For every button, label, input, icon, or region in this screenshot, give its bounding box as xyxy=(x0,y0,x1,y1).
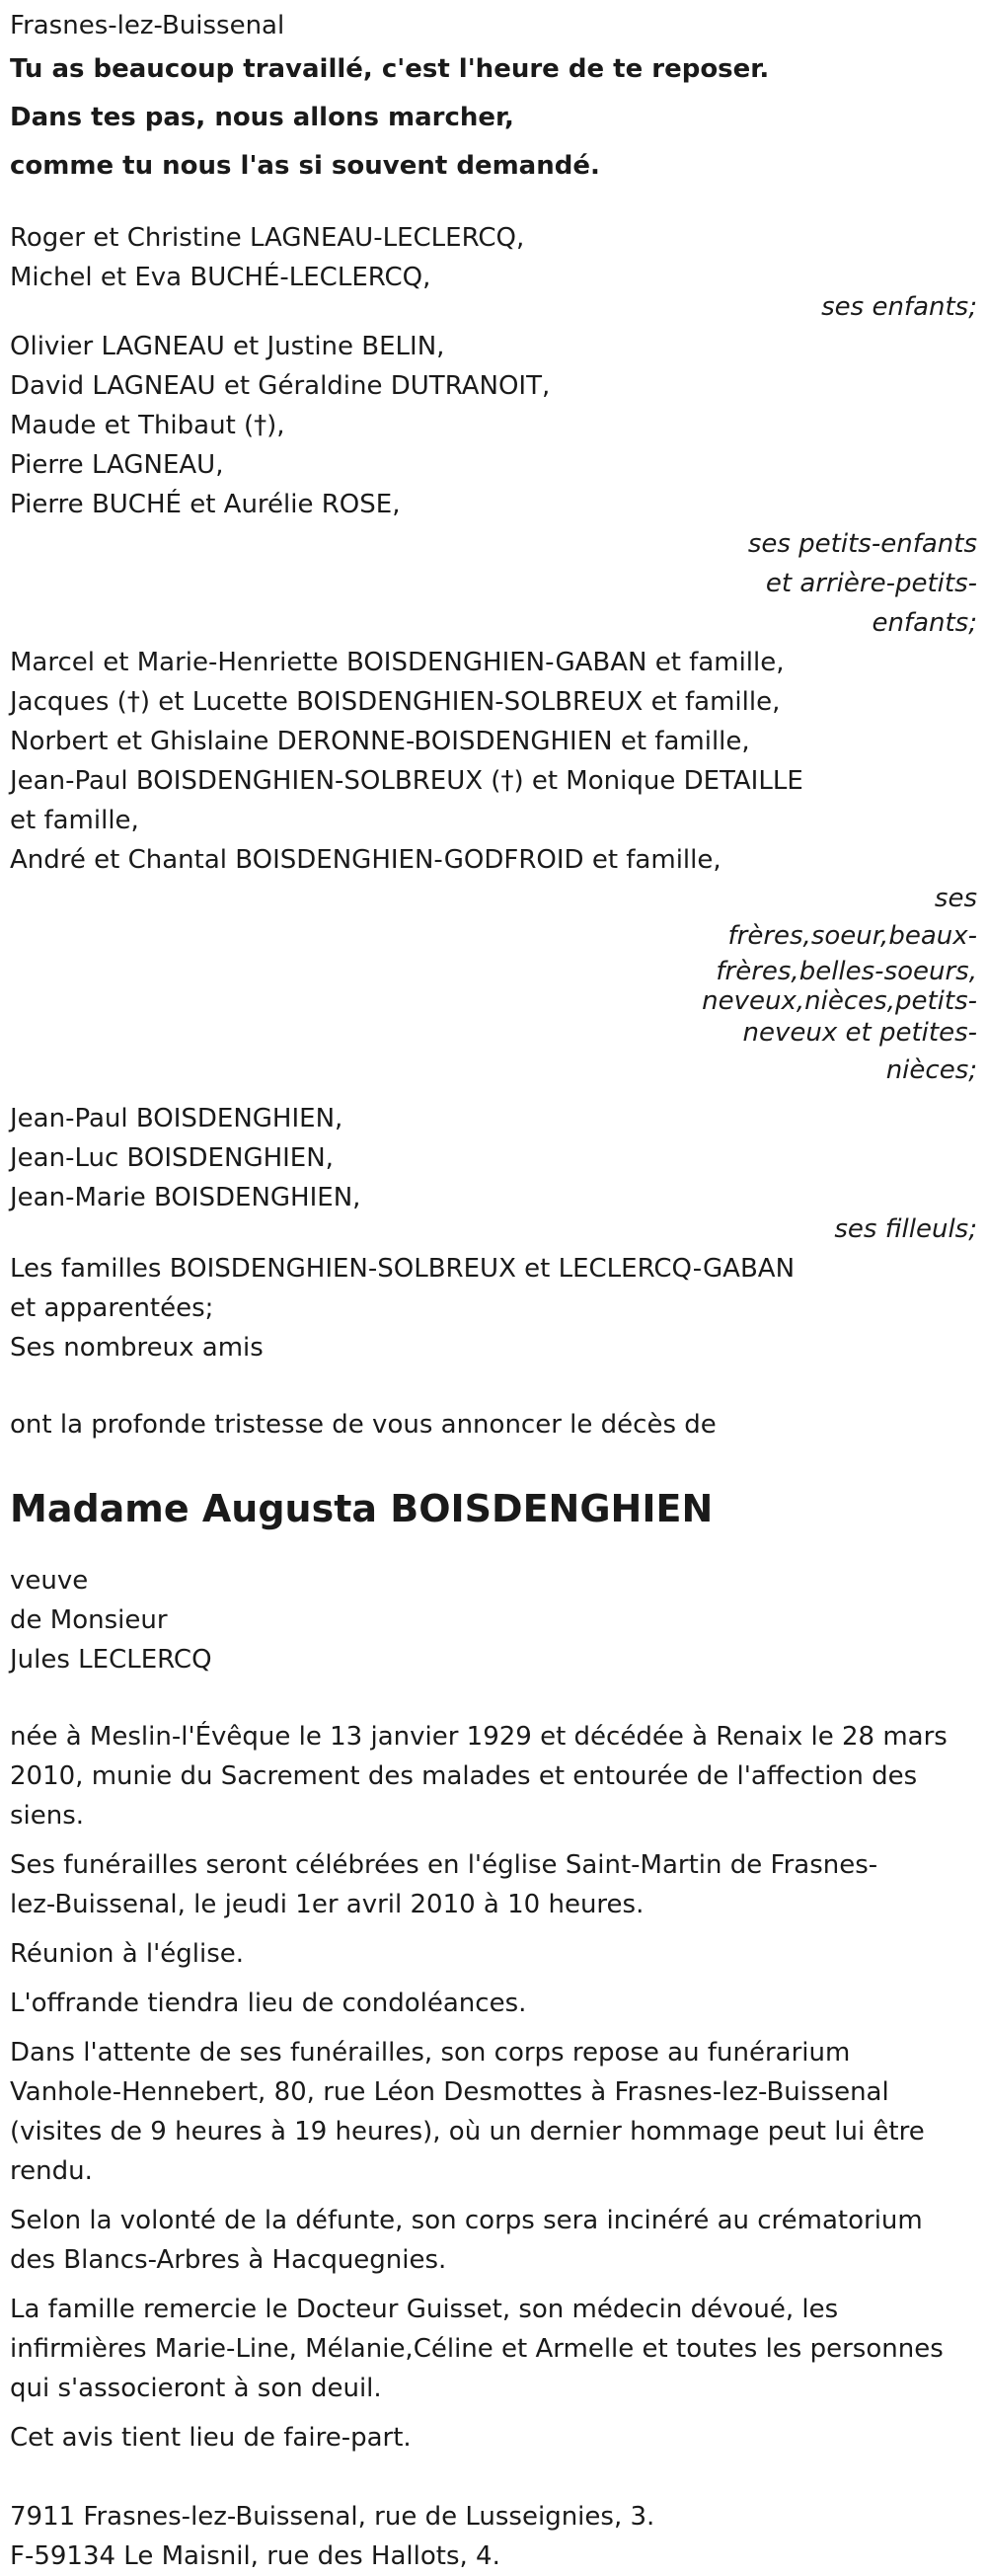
cremation-paragraph: Selon la volonté de la défunte, son corps sera incinéré au crématorium des Blancs-Arbres à Hacquegnies. xyxy=(10,2206,923,2275)
family-member: Jean-Marie BOISDENGHIEN, xyxy=(10,1183,361,1212)
funeral-paragraph: Ses funérailles seront célébrées en l'église Saint-Martin de Frasnes- lez-Buissenal, le jeudi 1er avril 2010 à 10 heures. xyxy=(10,1850,878,1919)
deceased-name: Madame Augusta BOISDENGHIEN xyxy=(10,1487,714,1530)
family-member: Ses nombreux amis xyxy=(10,1333,264,1363)
family-member: et famille, xyxy=(10,806,139,835)
family-member: Marcel et Marie-Henriette BOISDENGHIEN-GABAN et famille, xyxy=(10,648,785,677)
address-line: 7911 Frasnes-lez-Buissenal, rue de Lusseignies, 3. xyxy=(10,2502,655,2532)
offering-paragraph: L'offrande tiendra lieu de condoléances. xyxy=(10,1989,527,2018)
family-member: Olivier LAGNEAU et Justine BELIN, xyxy=(10,332,445,361)
relation-label: ses petits-enfants et arrière-petits- enfants; xyxy=(747,529,977,638)
details xyxy=(10,1717,977,2458)
family-member: Maude et Thibaut (†), xyxy=(10,411,285,440)
family-member: David LAGNEAU et Géraldine DUTRANOIT, xyxy=(10,371,551,401)
address-line: F-59134 Le Maisnil, rue des Hallots, 4. xyxy=(10,2541,500,2571)
godchildren-section xyxy=(10,1099,977,1249)
poem-line: Tu as beaucoup travaillé, c'est l'heure de te reposer. xyxy=(10,54,770,84)
meeting-paragraph: Réunion à l'église. xyxy=(10,1939,245,1969)
relation-label: ses frères,soeur,beaux- frères,belles-soeurs, neveux,nièces,petits- neveux et petites- nièces; xyxy=(702,884,977,1085)
addresses xyxy=(10,2497,977,2576)
announcement-text: ont la profonde tristesse de vous annoncer le décès de xyxy=(10,1410,717,1440)
funerarium-paragraph: Dans l'attente de ses funérailles, son corps repose au funérarium Vanhole-Hennebert, 80, rue Léon Desmottes à Frasnes-lez-Buissenal (visites de 9 heures à 19 heures), où un dernier hommage peut lui être rendu. xyxy=(10,2038,925,2186)
relation-label: ses enfants; xyxy=(821,292,977,322)
thanks-paragraph: La famille remercie le Docteur Guisset, son médecin dévoué, les infirmières Marie-Line, Mélanie,Céline et Armelle et toutes les personnes qui s'associeront à son deuil. xyxy=(10,2295,944,2403)
family-member: Norbert et Ghislaine DERONNE-BOISDENGHIEN et famille, xyxy=(10,727,750,756)
children-section xyxy=(10,218,977,327)
family-member: Roger et Christine LAGNEAU-LECLERCQ, xyxy=(10,223,525,253)
widow-of: veuve de Monsieur Jules LECLERCQ xyxy=(10,1566,212,1675)
family-member: Jean-Paul BOISDENGHIEN, xyxy=(10,1104,343,1133)
family-member: Michel et Eva BUCHÉ-LECLERCQ, xyxy=(10,263,431,292)
birth-death-paragraph: née à Meslin-l'Évêque le 13 janvier 1929 et décédée à Renaix le 28 mars 2010, munie du Sacrement des malades et entourée de l'affection des siens. xyxy=(10,1722,948,1831)
poem xyxy=(10,45,977,191)
family-member: Pierre LAGNEAU, xyxy=(10,450,224,480)
family-member: Jean-Luc BOISDENGHIEN, xyxy=(10,1143,334,1173)
poem-line: Dans tes pas, nous allons marcher, xyxy=(10,103,514,132)
notice-paragraph: Cet avis tient lieu de faire-part. xyxy=(10,2423,412,2453)
grandchildren-section xyxy=(10,327,977,643)
family-member: et apparentées; xyxy=(10,1293,214,1323)
family-member: Jean-Paul BOISDENGHIEN-SOLBREUX (†) et Monique DETAILLE xyxy=(10,766,803,796)
poem-line: comme tu nous l'as si souvent demandé. xyxy=(10,151,600,181)
family-member: Jacques (†) et Lucette BOISDENGHIEN-SOLBREUX et famille, xyxy=(10,687,781,717)
families-section xyxy=(10,1249,977,1367)
family-member: Pierre BUCHÉ et Aurélie ROSE, xyxy=(10,490,401,519)
relation-label: ses filleuls; xyxy=(834,1214,977,1244)
obituary-notice xyxy=(10,6,977,2576)
family-member: Les familles BOISDENGHIEN-SOLBREUX et LECLERCQ-GABAN xyxy=(10,1254,796,1284)
siblings-section xyxy=(10,643,977,1089)
location-header: Frasnes-lez-Buissenal xyxy=(10,11,285,40)
family-member: André et Chantal BOISDENGHIEN-GODFROID et famille, xyxy=(10,845,721,875)
